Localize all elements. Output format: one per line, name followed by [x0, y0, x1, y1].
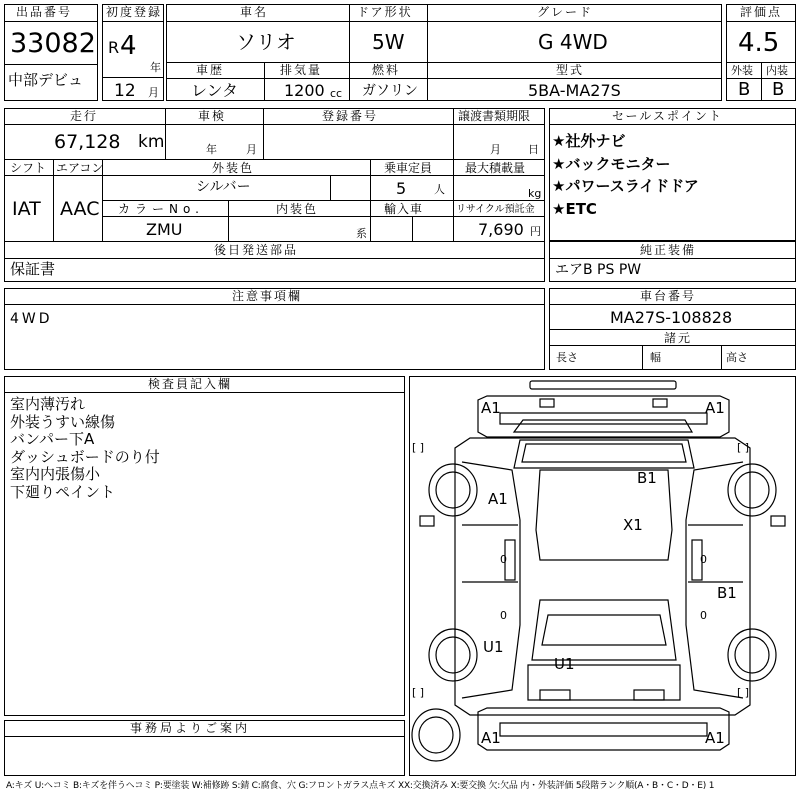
history-label: 車歴 — [196, 63, 225, 77]
sales-point-item: ★社外ナビ — [552, 132, 626, 150]
reg-month: 12 — [114, 81, 136, 101]
height-label: 高さ — [726, 351, 748, 364]
displacement-unit: cc — [330, 87, 343, 100]
month-unit: 月 — [148, 86, 159, 99]
shift-value: IAT — [12, 198, 41, 220]
car-name-label: 車名 — [240, 5, 269, 19]
equipment-value: エアB PS PW — [555, 262, 642, 278]
recycle-label: リサイクル預託金 — [456, 204, 535, 215]
recycle-unit: 円 — [530, 225, 541, 238]
transfer-day-unit: 日 — [528, 143, 539, 156]
lot-no: 33082 — [10, 28, 96, 59]
registration-label: 登録番号 — [322, 109, 379, 123]
chassis-value: MA27S-108828 — [610, 308, 733, 327]
interior-grade-label: 内装 — [766, 64, 788, 77]
debut-label: 中部デビュ — [8, 71, 84, 89]
notes-label: 注意事項欄 — [232, 289, 303, 303]
damage-mark: B1 — [717, 584, 737, 602]
exterior-color-value: シルバー — [196, 179, 251, 195]
fuel-value: ガソリン — [362, 83, 418, 99]
car-name: ソリオ — [236, 30, 296, 54]
sales-point-item: ★バックモニター — [552, 154, 671, 173]
bracket-mark: [ ] — [412, 686, 425, 699]
color-no-label: カラーNo. — [118, 202, 204, 216]
lot-no-label: 出品番号 — [16, 5, 73, 19]
inspector-label: 検査員記入欄 — [148, 377, 233, 391]
grade-value: G 4WD — [538, 30, 608, 54]
doors-value: 5W — [372, 30, 405, 54]
damage-mark: A1 — [481, 729, 501, 747]
damage-mark: A1 — [488, 490, 508, 508]
displacement-label: 排気量 — [280, 63, 323, 77]
score-label: 評価点 — [740, 5, 783, 19]
history-value: レンタ — [191, 81, 238, 100]
exterior-grade: B — [738, 79, 751, 100]
displacement-value: 1200 — [284, 81, 325, 100]
import-label: 輸入車 — [384, 202, 424, 216]
later-parts-value: 保証書 — [10, 260, 56, 278]
mileage-unit: km — [138, 132, 165, 152]
exterior-color-label: 外装色 — [212, 161, 255, 175]
score-value: 4.5 — [738, 28, 780, 58]
inspection-month-unit: 月 — [246, 143, 257, 156]
sales-points-list — [552, 130, 699, 220]
doors-label: ドア形状 — [357, 5, 413, 19]
color-no-value: ZMU — [146, 220, 183, 239]
aircon-label: エアコン — [56, 161, 104, 175]
inspector-note: 下廻りペイント — [10, 482, 116, 501]
max-load-unit: kg — [528, 187, 542, 200]
inspection-label: 車検 — [198, 109, 227, 123]
inspector-note: ダッシュボードのり付 — [10, 447, 160, 466]
inspector-notes — [10, 396, 160, 502]
capacity-unit: 人 — [434, 183, 445, 196]
sales-point-item: ★パワースライドドア — [552, 177, 699, 195]
capacity-label: 乗車定員 — [384, 161, 433, 175]
damage-mark: X1 — [623, 516, 643, 534]
damage-mark: U1 — [483, 638, 504, 656]
damage-mark: A1 — [705, 399, 725, 417]
aircon-value: AAC — [60, 198, 100, 220]
first-reg-label: 初度登録 — [106, 5, 163, 19]
interior-color-unit: 系 — [356, 227, 367, 240]
inspector-note: バンパー下A — [10, 430, 95, 449]
inspector-note: 外装うすい線傷 — [10, 412, 116, 431]
capacity-value: 5 — [396, 179, 407, 198]
year-unit: 年 — [150, 61, 161, 74]
inspection-year-unit: 年 — [206, 143, 217, 156]
mileage-label: 走行 — [70, 109, 99, 123]
reg-year: 4 — [120, 31, 137, 61]
damage-mark: A1 — [481, 399, 501, 417]
exterior-grade-label: 外装 — [731, 64, 753, 77]
zero-mark: 0 — [700, 609, 707, 622]
interior-color-label: 内装色 — [276, 202, 319, 216]
recycle-value: 7,690 — [478, 220, 524, 239]
damage-mark: A1 — [705, 729, 725, 747]
model-value: 5BA-MA27S — [528, 81, 621, 100]
transfer-month-unit: 月 — [490, 143, 501, 156]
later-parts-label: 後日発送部品 — [214, 243, 299, 257]
chassis-label: 車台番号 — [640, 289, 697, 303]
bracket-mark: [ ] — [737, 686, 750, 699]
grade-label: グレード — [537, 5, 594, 19]
fuel-label: 燃料 — [372, 63, 401, 77]
era: R — [108, 38, 120, 57]
inspector-note: 室内内張傷小 — [10, 465, 101, 484]
damage-mark: B1 — [637, 469, 657, 487]
equipment-label: 純正装備 — [640, 243, 697, 257]
car-diagram — [409, 376, 796, 776]
sales-points-label: セールスポイント — [612, 109, 723, 123]
zero-mark: 0 — [700, 553, 707, 566]
damage-mark: U1 — [554, 655, 575, 673]
notes-value: 4WD — [10, 311, 53, 327]
zero-mark: 0 — [500, 553, 507, 566]
bracket-mark: [ ] — [737, 441, 750, 454]
office-label: 事務局よりご案内 — [130, 721, 251, 735]
mileage-value: 67,128 — [54, 131, 121, 153]
shift-label: シフト — [10, 161, 47, 175]
model-label: 型式 — [556, 63, 585, 77]
sales-point-item: ★ETC — [552, 199, 597, 218]
width-label: 幅 — [650, 351, 661, 364]
legend: A:キズ U:ヘコミ B:キズを伴うヘコミ P:要塗装 W:補修跡 S:錆 C:腐食、穴 G:フロントガラス点キズ XX:交換済み X:要交換 欠:欠品 内・外装評価 5段階ランク順(A・B・C・D・E) 1 — [6, 781, 715, 791]
dims-label: 諸元 — [664, 331, 693, 345]
zero-mark: 0 — [500, 609, 507, 622]
length-label: 長さ — [556, 351, 578, 364]
inspector-note: 室内薄汚れ — [10, 395, 86, 413]
transfer-label: 譲渡書類期限 — [458, 109, 531, 123]
interior-grade: B — [772, 79, 785, 100]
max-load-label: 最大積載量 — [465, 161, 526, 175]
bracket-mark: [ ] — [412, 441, 425, 454]
